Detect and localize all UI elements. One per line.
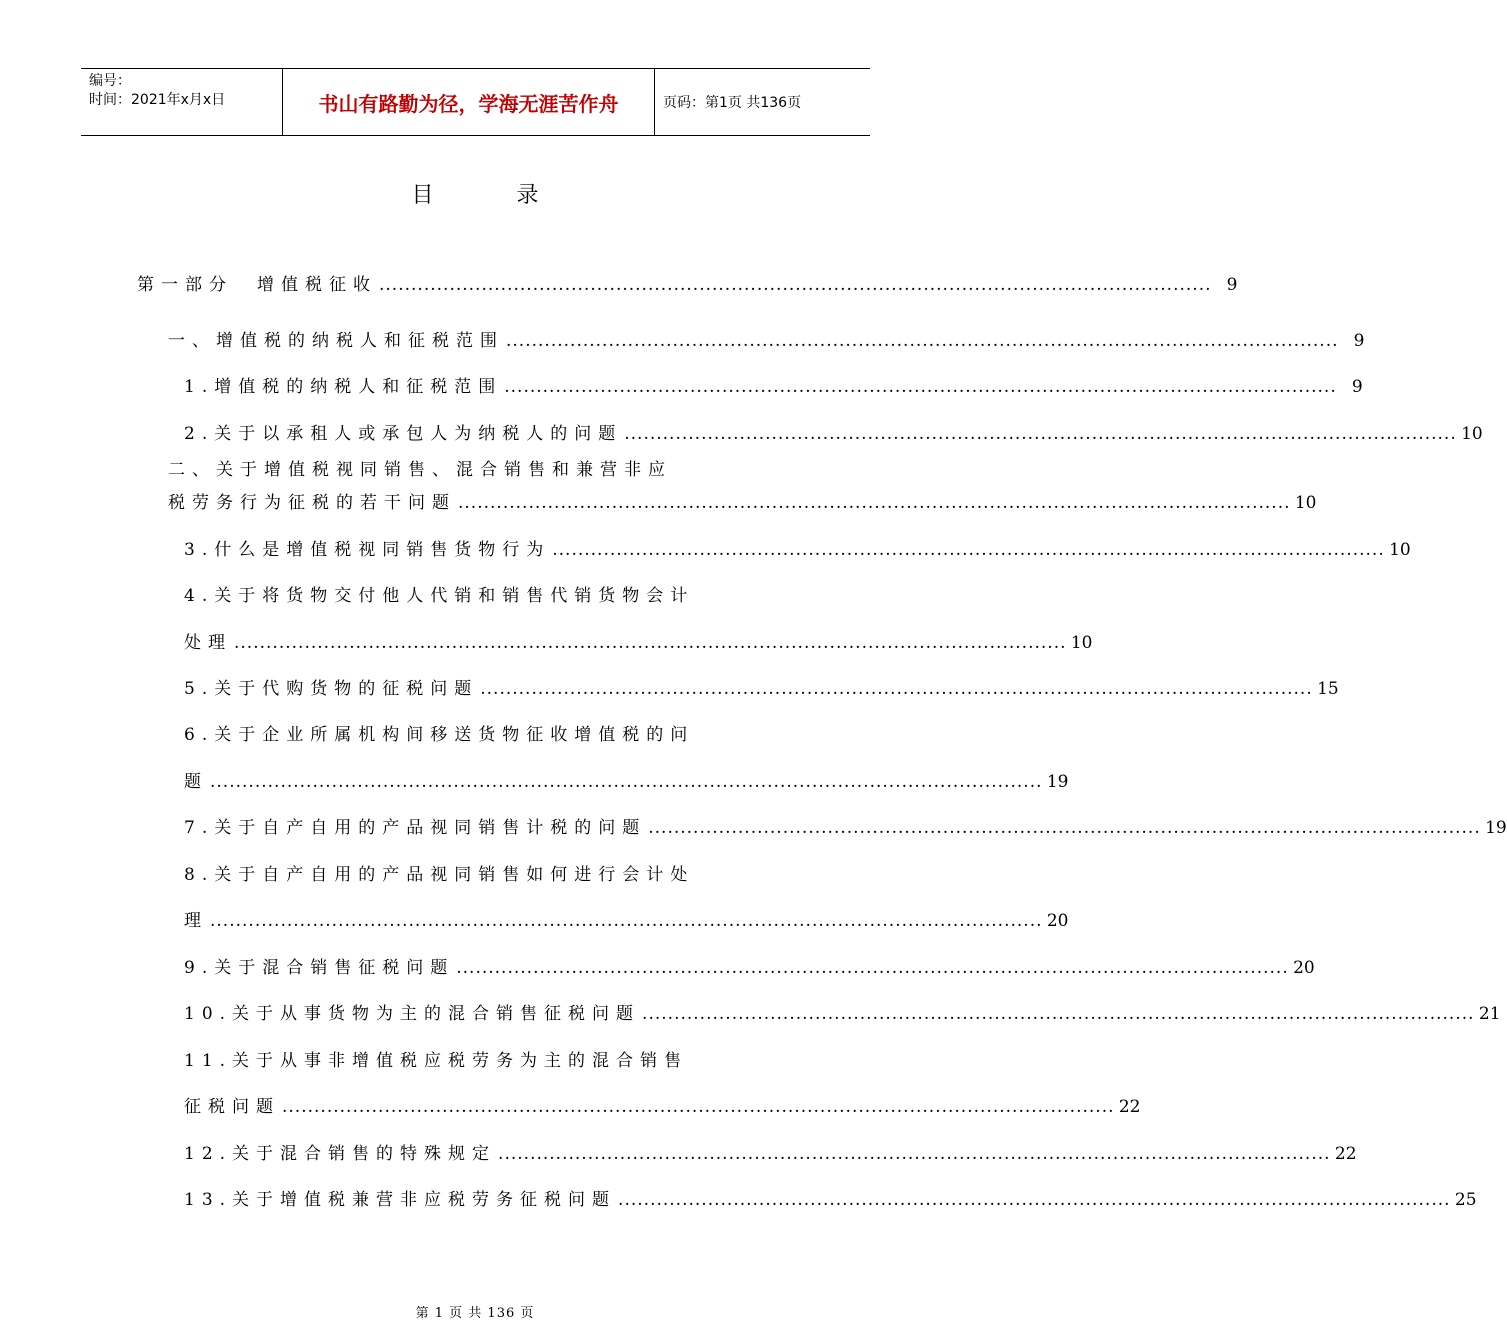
toc-leader: .................................................................................................................................. xyxy=(498,1144,1331,1164)
toc-entry-text-line1[interactable]: 6.关于企业所属机构间移送货物征收增值税的问 xyxy=(184,725,695,745)
toc-leader: .................................................................................................................................. xyxy=(552,540,1385,560)
toc-leader: .................................................................................................................................. xyxy=(504,377,1337,397)
toc-leader: .................................................................................................................................. xyxy=(624,424,1457,444)
toc-entry-text-line1[interactable]: 8.关于自产自用的产品视同销售如何进行会计处 xyxy=(184,865,695,885)
toc-entry[interactable] xyxy=(184,419,1483,445)
header-number: 编号： xyxy=(89,73,131,89)
page-header xyxy=(81,68,870,136)
toc-entry-page: 9 xyxy=(1353,331,1365,351)
header-page-info: 页码：第1页 共136页 xyxy=(663,95,802,111)
toc-entry[interactable] xyxy=(184,1185,1477,1211)
toc-entry-text: 题 xyxy=(184,772,208,792)
toc-entry[interactable] xyxy=(184,628,1093,654)
toc-entry-page: 20 xyxy=(1293,958,1315,978)
toc-entry-page: 19 xyxy=(1485,818,1507,838)
toc-entry-page: 21 xyxy=(1478,1004,1501,1024)
toc-entry-text: 处理 xyxy=(184,633,232,653)
toc-leader: .................................................................................................................................. xyxy=(480,679,1313,699)
toc-entry-text: 理 xyxy=(184,911,208,931)
toc-leader: .................................................................................................................................. xyxy=(618,1190,1451,1210)
toc-entry[interactable] xyxy=(137,270,1238,296)
toc-entry-page: 22 xyxy=(1118,1097,1141,1117)
toc-leader: .................................................................................................................................. xyxy=(282,1097,1115,1117)
toc-entry[interactable] xyxy=(184,1139,1357,1165)
toc-entry-page: 10 xyxy=(1070,633,1093,653)
toc-leader: .................................................................................................................................. xyxy=(234,633,1067,653)
toc-entry-page: 20 xyxy=(1046,911,1069,931)
toc-entry-page: 19 xyxy=(1046,772,1069,792)
toc-entry-text: 5.关于代购货物的征税问题 xyxy=(184,679,479,699)
toc-entry-page: 22 xyxy=(1334,1144,1357,1164)
toc-entry[interactable] xyxy=(184,953,1315,979)
toc-entry[interactable] xyxy=(184,535,1411,561)
toc-entry[interactable] xyxy=(184,813,1507,839)
toc-entry[interactable] xyxy=(184,674,1339,700)
toc-entry-text: 13.关于增值税兼营非应税劳务征税问题 xyxy=(184,1190,617,1210)
header-time: 时间：2021年x月x日 xyxy=(89,92,226,108)
toc-entry-text-line1[interactable]: 4.关于将货物交付他人代销和销售代销货物会计 xyxy=(184,586,695,606)
toc-entry-text: 税劳务行为征税的若干问题 xyxy=(168,493,456,513)
toc-entry-text: 9.关于混合销售征税问题 xyxy=(184,958,455,978)
toc-entry-text: 征税问题 xyxy=(184,1097,280,1117)
toc-entry-text: 第一部分 增值税征收 xyxy=(137,275,377,295)
toc-entry-text: 12.关于混合销售的特殊规定 xyxy=(184,1144,497,1164)
toc-entry[interactable] xyxy=(168,488,1317,514)
toc-entry-text: 3.什么是增值税视同销售货物行为 xyxy=(184,540,551,560)
toc-entry-page: 9 xyxy=(1226,275,1238,295)
toc-leader: .................................................................................................................................. xyxy=(210,772,1043,792)
toc-entry-text: 10.关于从事货物为主的混合销售征税问题 xyxy=(184,1004,641,1024)
toc-entry[interactable] xyxy=(184,999,1501,1025)
toc-entry-page: 10 xyxy=(1294,493,1317,513)
toc-leader: .................................................................................................................................. xyxy=(642,1004,1475,1024)
toc-entry[interactable] xyxy=(184,372,1363,398)
header-meta xyxy=(81,69,283,135)
toc-entry-text: 1.增值税的纳税人和征税范围 xyxy=(184,377,503,397)
toc-entry-text-line1[interactable]: 二、关于增值税视同销售、混合销售和兼营非应 xyxy=(168,460,672,480)
page-footer: 第 1 页 共 136 页 xyxy=(415,1306,535,1321)
toc-leader: .................................................................................................................................. xyxy=(379,275,1212,295)
toc-entry[interactable] xyxy=(184,767,1069,793)
toc-entry-text: 7.关于自产自用的产品视同销售计税的问题 xyxy=(184,818,647,838)
toc-entry[interactable] xyxy=(184,906,1069,932)
toc-entry-page: 9 xyxy=(1351,377,1363,397)
toc-leader: .................................................................................................................................. xyxy=(506,331,1339,351)
toc-leader: .................................................................................................................................. xyxy=(210,911,1043,931)
toc-entry-text: 2.关于以承租人或承包人为纳税人的问题 xyxy=(184,424,623,444)
page-title: 目 录 xyxy=(411,183,577,208)
toc-leader: .................................................................................................................................. xyxy=(456,958,1289,978)
toc-entry-page: 15 xyxy=(1317,679,1339,699)
toc-leader: .................................................................................................................................. xyxy=(648,818,1481,838)
header-motto: 书山有路勤为径，学海无涯苦作舟 xyxy=(283,69,655,135)
toc-entry-page: 10 xyxy=(1389,540,1411,560)
toc-entry-page: 25 xyxy=(1454,1190,1477,1210)
toc-entry[interactable] xyxy=(168,326,1365,352)
toc-entry-text-line1[interactable]: 11.关于从事非增值税应税劳务为主的混合销售 xyxy=(184,1051,689,1071)
toc-entry-page: 10 xyxy=(1461,424,1483,444)
toc-entry-text: 一、增值税的纳税人和征税范围 xyxy=(168,331,504,351)
toc-leader: .................................................................................................................................. xyxy=(458,493,1291,513)
toc-entry[interactable] xyxy=(184,1092,1141,1118)
